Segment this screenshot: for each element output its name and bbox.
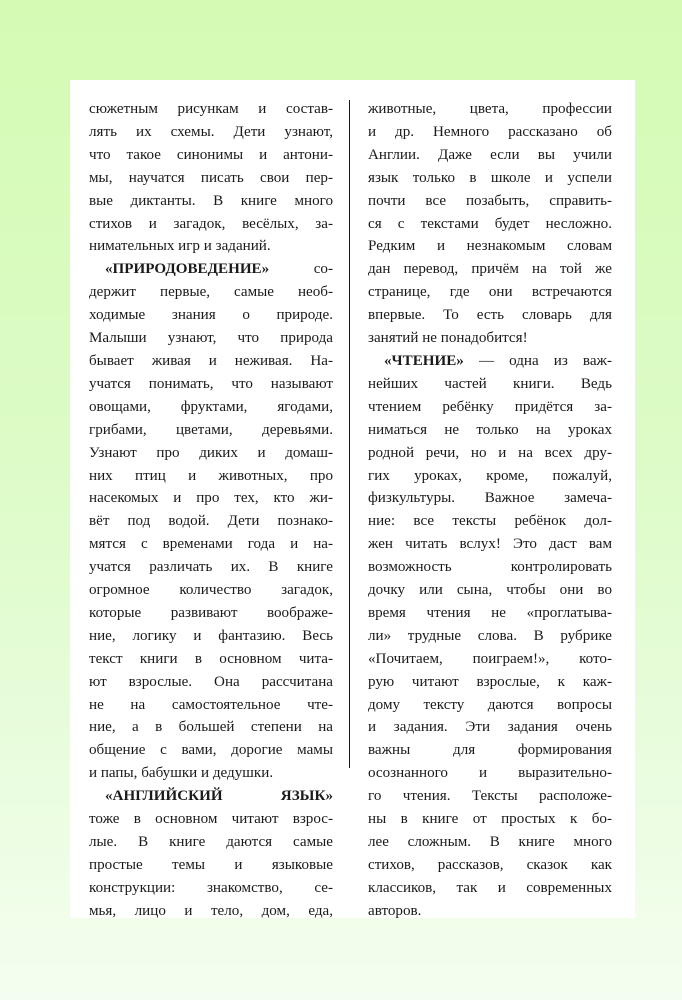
text-line: бывает живая и неживая. На- [89,352,333,369]
text-line: них птиц и животных, про [89,467,333,484]
text-line: почти все позабыть, справить- [368,192,612,209]
text-fragment: со- [313,261,333,278]
text-line: родной речи, но и на всех дру- [368,444,612,461]
text-line: и др. Немного рассказано об [368,123,612,140]
section-heading-prirodovedenie: «ПРИРОДОВЕДЕНИЕ» [105,261,270,278]
text-line: время чтения не «проглатыва- [368,604,612,621]
text-line: что такое синонимы и антони- [89,146,333,163]
text-line: странице, где они встречаются [368,284,612,301]
text-line: ходимые знания о природе. [89,307,333,324]
text-line: дому тексту даются вопросы [368,696,612,713]
text-line: занятий не понадобится! [368,330,528,347]
text-line: овощами, фруктами, ягодами, [89,398,333,415]
text-line: не на самостоятельное чте- [89,696,333,713]
section-heading-chtenie: «ЧТЕНИЕ» [384,352,464,369]
section-heading-line [89,785,333,808]
text-line: гих уроках, кроме, пожалуй, [368,467,612,484]
text-fragment: — одна из важ- [478,352,612,369]
right-column [368,98,612,923]
text-line: впервые. То есть словарь для [368,307,612,324]
text-line: важны для формирования [368,742,612,759]
text-line: ние, а в большей степени на [89,719,333,736]
text-line: грибами, цветами, деревьями. [89,421,333,438]
text-line: ны в книге от простых к бо- [368,811,612,828]
section-heading-line [89,258,333,281]
text-line: дочку или сына, чтобы они во [368,582,612,599]
text-line: нимательных игр и заданий. [89,238,271,255]
text-line: насекомых и про тех, кто жи- [89,490,333,507]
text-line: го чтения. Тексты расположе- [368,788,612,805]
text-line: текст книги в основном чита- [89,650,333,667]
text-line: классиков, так и современных [368,879,612,896]
text-line: ниматься не только на уроках [368,421,612,438]
section-heading-angliyskiy-yazyk: «АНГЛИЙСКИЙ ЯЗЫК» [105,788,333,805]
text-line: тоже в основном читают взрос- [89,811,333,828]
text-line: стихов и загадок, весёлых, за- [89,215,333,232]
section-heading-line [368,350,612,373]
book-page [70,80,635,918]
text-line: учатся понимать, что называют [89,375,333,392]
text-line: вёт под водой. Дети познако- [89,513,333,530]
text-line: язык только в школе и успели [368,169,612,186]
text-line: «Почитаем, поиграем!», кото- [368,650,612,667]
text-line: мятся с временами года и на- [89,536,333,553]
text-line: общение с вами, дорогие мамы [89,742,333,759]
text-line: возможность контролировать [368,559,612,576]
text-line: мья, лицо и тело, дом, еда, [89,902,333,919]
text-line: авторов. [368,902,422,919]
text-line: держит первые, самые необ- [89,284,333,301]
text-line: ся с текстами будет несложно. [368,215,612,232]
text-line: осознанного и выразительно- [368,765,612,782]
text-line: и папы, бабушки и дедушки. [89,765,274,782]
text-line: мы, научатся писать свои пер- [89,169,333,186]
text-line: простые темы и языковые [89,856,333,873]
text-line: ние: все тексты ребёнок дол- [368,513,612,530]
left-column [89,98,333,923]
text-line: ли» трудные слова. В рубрике [368,627,612,644]
text-line: ние, логику и фантазию. Весь [89,627,333,644]
text-line: рую читают взрослые, к каж- [368,673,612,690]
text-line: дан перевод, причём на той же [368,261,612,278]
text-line: жен читать вслух! Это даст вам [368,536,612,553]
text-line: Узнают про диких и домаш- [89,444,333,461]
text-line: животные, цвета, профессии [368,101,612,117]
text-line: нейших частей книги. Ведь [368,375,612,392]
text-line: сюжетным рисункам и состав- [89,101,333,117]
column-divider [349,100,350,768]
text-line: лые. В книге даются самые [89,834,333,850]
text-line: ют взрослые. Она рассчитана [89,673,333,690]
text-line: Малыши узнают, что природа [89,330,333,347]
text-line: вые диктанты. В книге много [89,192,333,209]
text-line: и задания. Эти задания очень [368,719,612,736]
text-line: лять их схемы. Дети узнают, [89,123,333,140]
text-line: огромное количество загадок, [89,582,333,599]
text-line: конструкции: знакомство, се- [89,879,333,896]
text-line: чтением ребёнку придётся за- [368,398,612,415]
text-line: учатся различать их. В книге [89,559,333,576]
text-line: стихов, рассказов, сказок как [368,856,612,873]
text-line: Редким и незнакомым словам [368,238,612,255]
text-line: Англии. Даже если вы учили [368,146,612,163]
text-line: которые развивают воображе- [89,604,333,621]
text-line: лее сложным. В книге много [368,834,612,850]
text-line: физкультуры. Важное замеча- [368,490,612,507]
